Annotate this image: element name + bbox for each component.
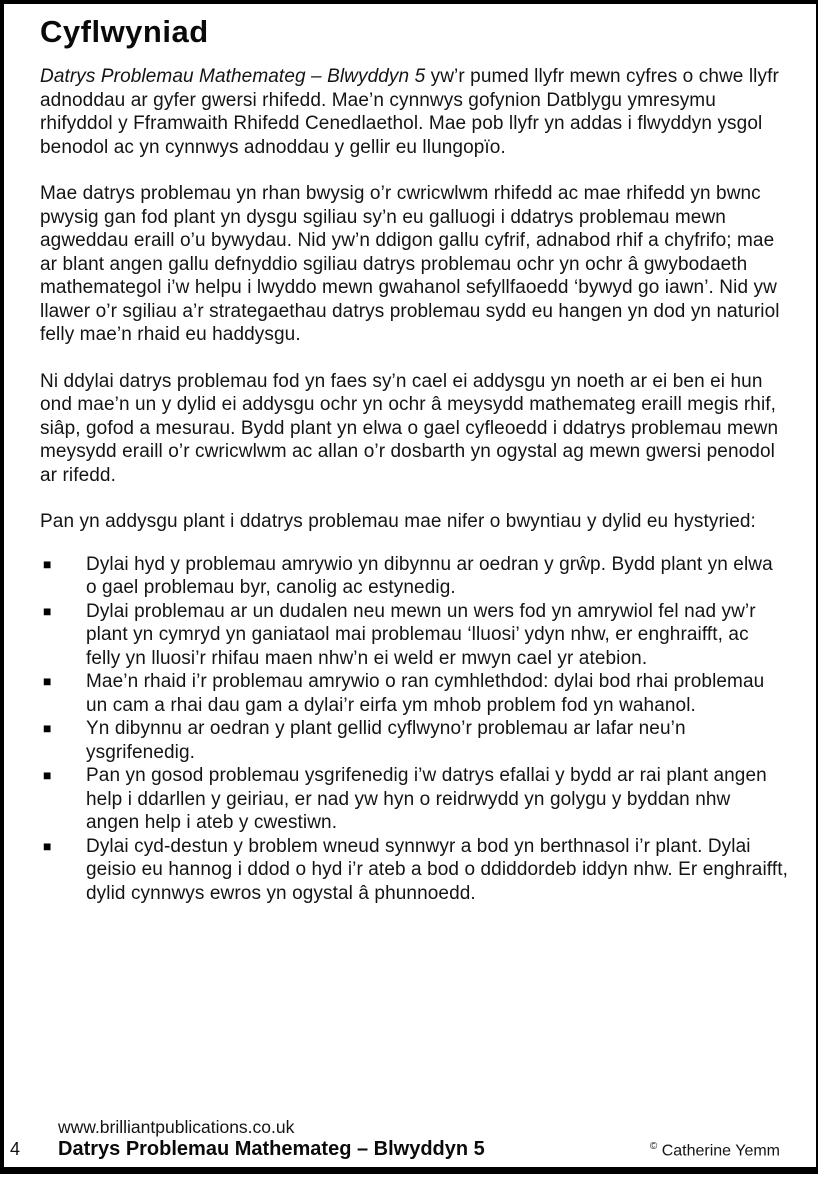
paragraph-teaching-context: Ni ddylai datrys problemau fod yn faes sy’n cael ei addysgu yn noeth ar ei ben ei hun ond mae’n un y dylid ei addysgu ochr yn ochr â meysydd mathemateg eraill megis rhif, siâp, gofod a mesurau. Bydd plant yn elwa o gael cyfleoedd i ddatrys problemau mewn meysydd eraill o’r cwricwlwm ac allan o’r dosbarth yn ogystal ag mewn gwersi penodol ar rifedd. (40, 370, 779, 486)
list-item-text: Dylai hyd y problemau amrywio yn dibynnu ar oedran y grŵp. Bydd plant yn elwa o gael problemau byr, canolig ac estynedig. (86, 553, 773, 598)
considerations-list (40, 553, 788, 906)
list-item-text: Dylai cyd-destun y broblem wneud synnwyr a bod yn berthnasol i’r plant. Dylai geisio eu hannog i ddod o hyd i’r ateb a bod o ddiddordeb iddyn nhw. Er enghraifft, dylid cynnwys ewros yn ogystal â phunnoedd. (86, 835, 788, 904)
list-item-text: Pan yn gosod problemau ysgrifenedig i’w datrys efallai y bydd ar rai plant angen help i ddarllen y geiriau, er nad yw hyn o reidrwydd yn golygu y byddan nhw angen help i ateb y cwestiwn. (86, 765, 767, 833)
paragraph-points-intro: Pan yn addysgu plant i ddatrys problemau mae nifer o bwyntiau y dylid eu hystyried: (40, 511, 756, 532)
bullet-square-icon: ■ (43, 720, 52, 736)
page-number: 4 (10, 1139, 21, 1159)
list-item (40, 717, 788, 764)
bullet-square-icon: ■ (43, 837, 52, 854)
intro-paragraph-text: yw’r pumed llyfr mewn cyfres o chwe llyfr adnoddau ar gyfer gwersi rhifedd. Mae’n cynnwys gofynion Datblygu ymresymu rhifyddol y Fframwaith Rhifedd Cenedlaethol. Mae pob llyfr yn addas i flwyddyn ysgol benodol ac yn cynnwys adnoddau y gellir eu llungopïo. (40, 66, 779, 158)
page-content (4, 4, 816, 905)
book-title: Datrys Problemau Mathemateg – Blwyddyn 5 (58, 1138, 485, 1160)
list-item-text: Dylai problemau ar un dudalen neu mewn un wers fod yn amrywiol fel nad yw’r plant yn cymryd yn ganiataol mai problemau ‘lluosi’ ydyn nhw, er enghraifft, ac felly yn lluosi’r rhifau maen nhw’n ei weld er mwyn cael yr atebion. (86, 600, 756, 669)
bullet-square-icon: ■ (43, 555, 52, 572)
footer-row (4, 1138, 816, 1162)
page-title: Cyflwyniad (40, 14, 209, 49)
bullet-square-icon: ■ (43, 673, 52, 689)
paragraph-importance: Mae datrys problemau yn rhan bwysig o’r cwricwlwm rhifedd ac mae rhifedd yn bwnc pwysig gan fod plant yn dysgu sgiliau sy’n eu galluogi i ddatrys problemau mewn agweddau eraill o’u bywydau. Nid yw’n ddigon gallu cyfrif, adnabod rhif a chyfrifo; mae ar blant angen gallu defnyddio sgiliau datrys problemau ochr yn ochr â gwybodaeth mathemategol i’w helpu i lwyddo mewn gwahanol sefyllfaoedd ‘bywyd go iawn’. Nid yw llawer o’r sgiliau a’r strategaethau datrys problemau sydd eu hangen yn dod yn naturiol felly mae’n rhaid eu haddysgu. (40, 183, 780, 345)
bullet-square-icon: ■ (43, 767, 52, 783)
copyright-notice (650, 1141, 780, 1160)
list-item-text: Mae’n rhaid i’r problemau amrywio o ran cymhlethdod: dylai bod rhai problemau un cam a rhai dau gam a dylai’r eirfa ym mhob problem fod yn wahanol. (86, 671, 765, 716)
bullet-square-icon: ■ (43, 602, 52, 619)
list-item (40, 553, 788, 600)
copyright-name: Catherine Yemm (661, 1142, 780, 1160)
list-item (40, 600, 788, 671)
copyright-symbol: © (649, 1141, 658, 1152)
list-item (40, 835, 788, 906)
list-item-text: Yn dibynnu ar oedran y plant gellid cyflwyno’r problemau ar lafar neu’n ysgrifenedig. (86, 718, 686, 763)
publisher-website: www.brilliantpublications.co.uk (58, 1117, 295, 1137)
book-series-title: Datrys Problemau Mathemateg – Blwyddyn 5 (40, 66, 426, 87)
page-footer (4, 1117, 816, 1162)
list-item (40, 670, 788, 717)
list-item (40, 764, 788, 835)
intro-paragraph (40, 65, 788, 159)
